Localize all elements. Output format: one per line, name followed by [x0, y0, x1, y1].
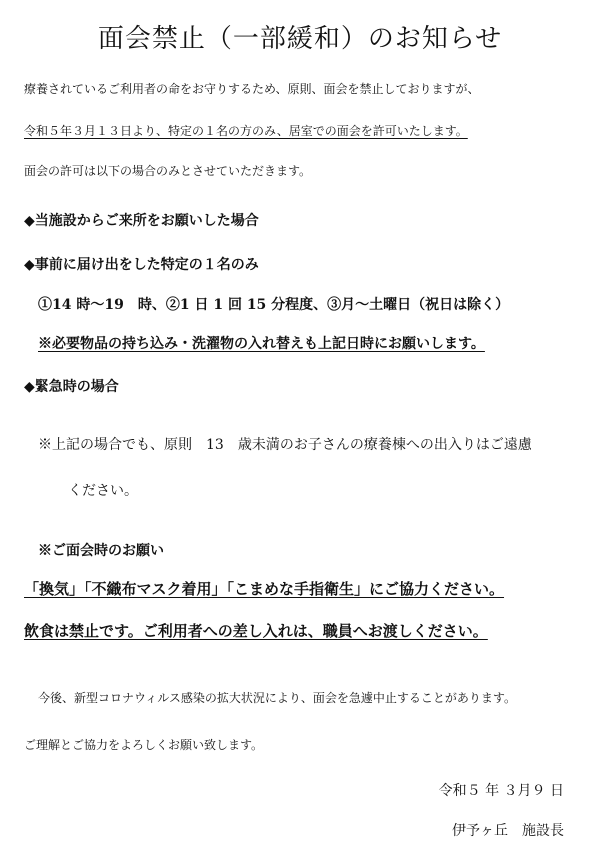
child-restriction-line-2: ください。	[68, 483, 138, 499]
request-heading: ※ご面会時のお願い	[38, 543, 164, 559]
child-restriction-line-1: ※上記の場合でも、原則 13 歳未満のお子さんの療養棟への出入りはご遠慮	[38, 437, 532, 453]
visiting-hours-detail: ①14 時～19 時、②1 日 1 回 15 分程度、③月～土曜日（祝日は除く）	[38, 297, 510, 313]
intro-line-3: 面会の許可は以下の場合のみとさせていただきます。	[24, 164, 312, 178]
closing-line-1: 今後、新型コロナウィルス感染の拡大状況により、面会を急遽中止することがあります。	[38, 691, 516, 705]
supplies-note: ※必要物品の持ち込み・洗濯物の入れ替えも上記日時にお願いします。	[38, 336, 485, 352]
signature-date: 令和５ 年 ３月９ 日	[438, 783, 564, 799]
case-emergency: ◆緊急時の場合	[24, 379, 119, 395]
intro-line-1: 療養されているご利用者の命をお守りするため、原則、面会を禁止しておりますが、	[24, 82, 480, 96]
case-registered-visitor: ◆事前に届け出をした特定の１名のみ	[24, 257, 259, 273]
signature-author: 伊予ヶ丘 施設長	[452, 823, 564, 839]
intro-line-2: 令和５年３月１３日より、特定の１名の方のみ、居室での面会を許可いたします。	[24, 124, 468, 138]
request-line-1: 「換気」「不織布マスク着用」「こまめな手指衛生」にご協力ください。	[24, 580, 505, 598]
case-facility-request: ◆当施設からご来所をお願いした場合	[24, 213, 259, 229]
closing-line-2: ご理解とご協力をよろしくお願い致します。	[24, 738, 264, 752]
page-title: 面会禁止（一部緩和）のお知らせ	[97, 24, 503, 54]
request-line-2: 飲食は禁止です。ご利用者への差し入れは、職員へお渡しください。	[24, 622, 488, 640]
